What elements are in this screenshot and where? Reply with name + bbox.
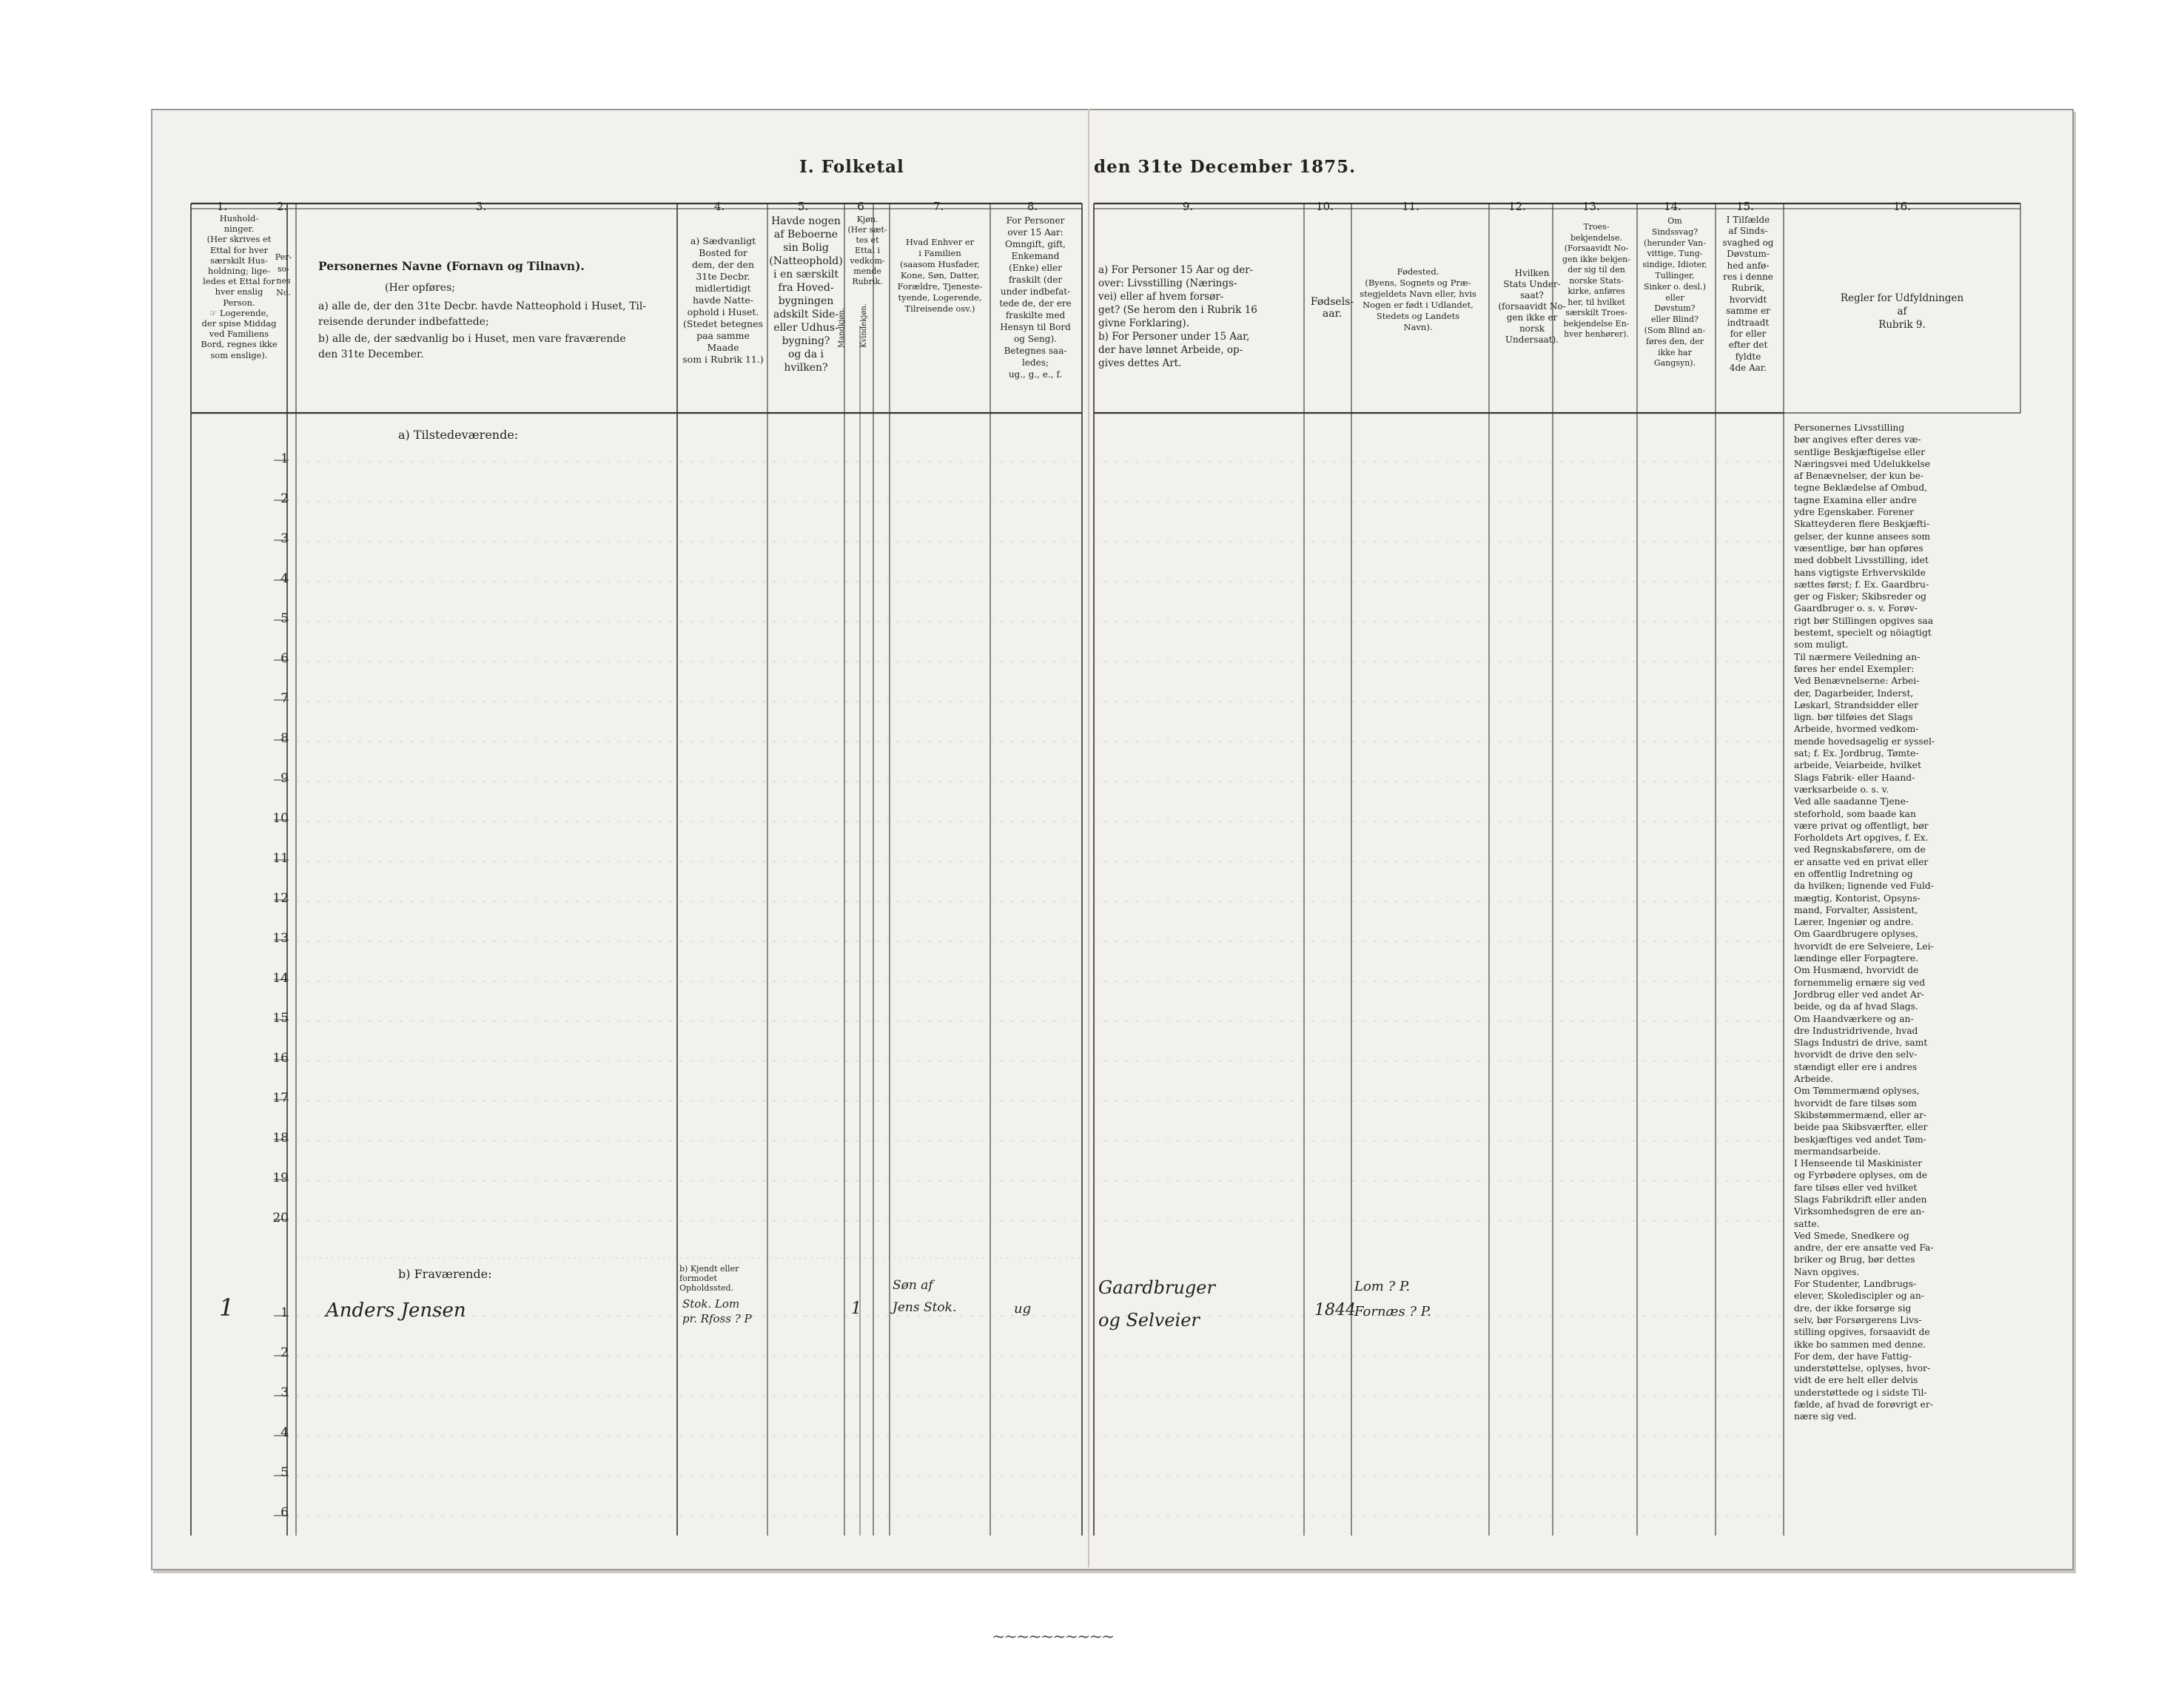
row-number-a-17: 17: [272, 1091, 289, 1106]
row-number-a-11: 11: [272, 851, 289, 866]
row-number-b-5: 5: [280, 1465, 289, 1480]
column-number-16: 16.: [1893, 200, 1911, 213]
column-number-1: 1.: [216, 200, 228, 213]
column-number-4: 4.: [713, 200, 725, 213]
column-number-15: 15.: [1736, 200, 1754, 213]
entry-birthplace: Lom ? P. Fornæs ? P.: [1354, 1279, 1431, 1319]
column-number-12: 12.: [1508, 200, 1526, 213]
entry-marital: ug: [1014, 1301, 1032, 1316]
header-col6-male: Mandkjøn.: [838, 308, 846, 348]
row-number-b-2: 2: [280, 1345, 289, 1360]
header-col12: Hvilken Stats Under- saat? (forsaavidt No- gen ikke er norsk Undersaat).: [1498, 268, 1566, 345]
row-number-a-7: 7: [280, 691, 289, 706]
row-number-a-2: 2: [280, 491, 289, 506]
row-number-a-19: 19: [272, 1171, 289, 1186]
row-number-a-18: 18: [272, 1131, 289, 1146]
row-number-b-3: 3: [280, 1385, 289, 1400]
header-col4: a) Sædvanligt Bosted for dem, der den 31te Decbr. midlertidigt havde Natte- ophold i Huset. (Stedet betegnes paa samme Maade som i Rubrik 11.): [682, 235, 764, 365]
row-number-a-14: 14: [272, 971, 289, 986]
column-number-3: 3.: [475, 200, 487, 213]
column-number-9: 9.: [1182, 200, 1194, 213]
bottom-scribble: ~~~~~~~~~~: [992, 1628, 1114, 1647]
entry-name: Anders Jensen: [326, 1299, 466, 1322]
rubric9-instructions: Personernes Livsstilling bør angives efter deres væ- sentlige Beskjæftigelse eller Næringsvei med Udelukkelse af Benævnelser, der kun be- tegne Beklædelse af Ombud, tagne Examina eller andre ydre Egenskaber. Forener Skatteyderen flere Beskjæfti- gelser, der kunne ansees som væsentlige, bør han opføres med dobbelt Livsstilling, idet hans vigtigste Erhvervskilde sættes først; f. Ex. Gaardbru- ger og Fisker; Skibsreder og Gaardbruger o. s. v. Forøv- rigt bør Stillingen opgives saa bestemt, specielt og nöiagtigt som muligt. Til nærmere Veiledning an- føres her endel Exempler: Ved Benævnelserne: Arbei- der, Dagarbeider, Inderst, Løskarl, Strandsidder eller lign. bør tilføies det Slags Arbeide, hvormed vedkom- mende hovedsagelig er syssel- sat; f. Ex. Jordbrug, Tømte- arbeide, Veiarbeide, hvilket Slags Fabrik- eller Haand- værksarbeide o. s. v. Ved alle saadanne Tjene- steforhold, som baade kan være privat og offentligt, bør Forholdets Art opgives, f. Ex. ved Regnskabsførere, om de er ansatte ved en privat eller en offentlig Indretning og da hvilken; lignende ved Fuld- mægtig, Kontorist, Opsyns- mand, Forvalter, Assistent, Lærer, Ingeniør og andre. Om Gaardbrugere oplyses, hvorvidt de ere Selveiere, Lei- lændinge eller Forpagtere. Om Husmænd, hvorvidt de fornemmelig ernære sig ved Jordbrug eller ved andet Ar- beide, og da af hvad Slags. Om Haandværkere og an- dre Industridrivende, hvad Slags Industri de drive, samt hvorvidt de drive den selv- stændigt eller ere i andres Arbeide. Om Tømmermænd oplyses, hvorvidt de fare tilsøs som Skibstømmermænd, eller ar- beide paa Skibsværfter, eller beskjæftiges ved andet Tøm- mermandsarbeide. I Henseende til Maskinister og Fyrbødere oplyses, om de fare tilsøs eller ved hvilket Slags Fabrikdrift eller anden Virksomhedsgren de ere an- satte. Ved Smede, Snedkere og andre, der ere ansatte ved Fa- briker og Brug, bør dettes Navn opgives. For Studenter, Landbrugs- elever, Skolediscipler og an- dre, der ikke forsørge sig selv, bør Forsørgerens Livs- stilling opgives, forsaavidt de ikke bo sammen med denne. For dem, der have Fattig- understøttelse, oplyses, hvor- vidt de ere helt eller delvis understøttede og i sidste Til- fælde, af hvad de forøvrigt er- nære sig ved.: [1794, 423, 1935, 1422]
header-col6: Kjøn. (Her sæt- tes et Ettal i vedkom- mende Rubrik.: [847, 215, 887, 286]
header-col10: Fødsels- aar.: [1310, 296, 1354, 320]
row-number-b-6: 6: [280, 1505, 289, 1520]
row-number-a-8: 8: [280, 731, 289, 746]
section-present: a) Tilstedeværende:: [398, 428, 519, 442]
row-number-a-20: 20: [272, 1211, 289, 1225]
row-number-a-6: 6: [280, 651, 289, 666]
column-number-8: 8.: [1027, 200, 1038, 213]
entry-birth-year: 1844: [1314, 1301, 1356, 1319]
header-col13: Troes- bekjendelse. (Forsaavidt No- gen ikke bekjen- der sig til den norske Stats- kirke, anføres her, til hvilket særskilt Troes- bekjendelse En- hver henhører).: [1562, 222, 1630, 339]
absent-residence-header: b) Kjendt eller formodet Opholdssted.: [679, 1264, 739, 1293]
header-col3-title: Personernes Navne (Fornavn og Tilnavn).: [318, 260, 585, 272]
entry-household: 1: [219, 1294, 235, 1322]
column-number-7: 7.: [933, 200, 944, 213]
entry-occupation: Gaardbruger og Selveier: [1098, 1277, 1215, 1331]
entry-sex-male: 1: [851, 1299, 861, 1318]
header-col14: Om Sindssvag? (herunder Van- vittige, Tung- sindige, Idioter, Tullinger, Sinker o. desl.) eller Døvstum? eller Blind? (Som Blind an- føres den, der ikke har Gangsyn).: [1642, 216, 1707, 369]
row-number-a-1: 1: [280, 451, 289, 466]
row-number-a-10: 10: [272, 811, 289, 826]
header-col8: For Personer over 15 Aar: Omngift, gift, Enkemand (Enke) eller fraskilt (der under indbefat- tede de, der ere fraskilte med Hensyn til Bord og Seng). Betegnes saa- ledes; ug., g., e., f.: [999, 215, 1072, 380]
header-col9: a) For Personer 15 Aar og der- over: Livsstilling (Nærings- vei) eller af hvem forsør- get? (Se herom den i Rubrik 16 givne Forklaring). b) For Personer under 15 Aar, der have lønnet Arbeide, op- gives dettes Art.: [1098, 264, 1257, 369]
row-number-b-4: 4: [280, 1425, 289, 1440]
header-col3-a: a) alle de, der den 31te Decbr. havde Natteophold i Huset, Til- reisende derunder indbefattede;: [318, 300, 647, 328]
header-col2: Per- so- nes No.: [275, 252, 292, 297]
column-number-14: 14.: [1664, 200, 1681, 213]
row-number-a-5: 5: [280, 611, 289, 626]
header-col11: Fødested. (Byens, Sognets og Præ- stegjeldets Navn eller, hvis Nogen er født i Udlandet, Stedets og Landets Navn).: [1360, 266, 1476, 332]
header-col6-female: Kvindekjøn.: [860, 303, 868, 348]
row-number-a-15: 15: [272, 1011, 289, 1026]
row-number-a-9: 9: [280, 771, 289, 786]
header-col1: Hushold- ninger. (Her skrives et Ettal for hver særskilt Hus- holdning; lige- ledes et Ettal for hver enslig Person. ☞ Logerende, der spise Middag ved Familiens Bord, regnes ikke som enslige).: [201, 213, 278, 360]
column-number-5: 5.: [797, 200, 809, 213]
section-absent: b) Fraværende:: [398, 1267, 492, 1281]
column-number-10: 10.: [1316, 200, 1334, 213]
row-number-a-12: 12: [272, 891, 289, 906]
row-number-a-13: 13: [272, 931, 289, 946]
header-col3-b: b) alle de, der sædvanlig bo i Huset, men vare fraværende den 31te December.: [318, 333, 626, 360]
column-number-6: 6: [857, 200, 864, 213]
row-number-a-16: 16: [272, 1051, 289, 1066]
row-number-a-4: 4: [280, 571, 289, 586]
row-number-a-3: 3: [280, 531, 289, 546]
column-number-13: 13.: [1582, 200, 1600, 213]
header-col15: I Tilfælde af Sinds- svaghed og Døvstum- hed anfø- res i denne Rubrik, hvorvidt samme er indtraadt for eller efter det fyldte 4de Aar.: [1722, 215, 1774, 374]
header-col16: Regler for Udfyldningen af Rubrik 9.: [1840, 292, 1964, 331]
header-col7: Hvad Enhver er i Familien (saasom Husfader, Kone, Søn, Datter, Forældre, Tjeneste- tyende, Logerende, Tilreisende osv.): [897, 237, 983, 314]
row-number-b-1: 1: [280, 1305, 289, 1320]
title-left: I. Folketal: [799, 157, 904, 177]
column-number-11: 11.: [1402, 200, 1419, 213]
entry-residence: Stok. Lom pr. Rfoss ? P: [682, 1297, 752, 1325]
title-right: den 31te December 1875.: [1094, 157, 1357, 177]
column-number-2: 2.: [276, 200, 288, 213]
entry-family: Søn af Jens Stok.: [893, 1278, 957, 1315]
header-col5: Havde nogen af Beboerne sin Bolig (Natteophold) i en særskilt fra Hoved- bygningen adskilt Side- eller Udhus- bygning? og da i hvilken?: [769, 215, 843, 374]
header-col3-sub: (Her opføres;: [385, 282, 455, 294]
